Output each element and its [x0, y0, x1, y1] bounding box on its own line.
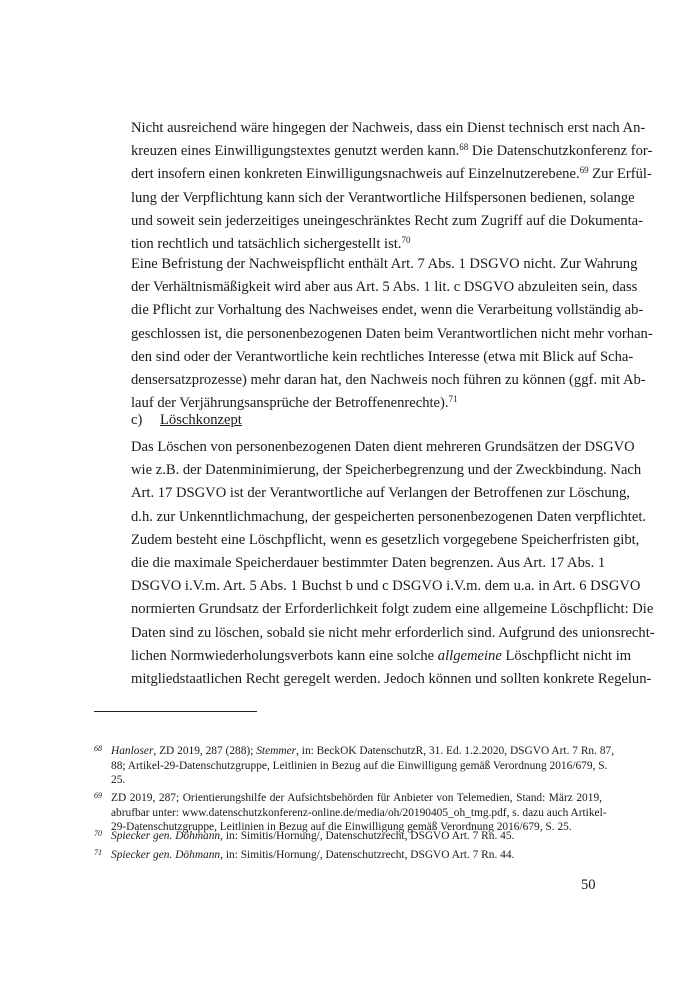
text-line: kreuzen eines Einwilligungstextes genutzt werden kann.$^{68}$ Die Datenschutzkonferenz for-: [131, 142, 653, 160]
paragraph-proof-of-consent: [131, 117, 653, 256]
text-line: normierten Grundsatz der Erforderlichkeit folgt zudem eine allgemeine Löschpflicht: Die: [131, 601, 654, 618]
text-line: Zudem besteht eine Löschpflicht, wenn es gesetzlich vorgegebene Speicherfristen gibt,: [131, 531, 640, 548]
footnote-separator: [94, 711, 257, 712]
footnote-line: 25.: [111, 774, 126, 787]
text-line: den sind oder der Verantwortliche kein rechtliches Interesse (etwa mit Blick auf Scha-: [131, 348, 634, 365]
emphasis-text: allgemeine: [437, 647, 502, 664]
footnote-line: Hanloser, ZD 2019, 287 (288); Stemmer, in: BeckOK DatenschutzR, 31. Ed. 1.2.2020, DSGVO Art. 7 Rn. 87,: [111, 745, 615, 757]
text-line: die Pflicht zur Vorhaltung des Nachweises endet, wenn die Verarbeitung vollständig ab-: [131, 302, 644, 319]
footnote-71: [94, 848, 602, 863]
text-line: Art. 17 DSGVO ist der Verantwortliche auf Verlangen der Betroffenen zur Löschung,: [131, 485, 630, 502]
section-heading: [131, 409, 242, 432]
footnote-ref-69[interactable]: 69: [579, 165, 589, 176]
footnote-line: 88; Artikel-29-Datenschutzgruppe, Leitlinien in Bezug auf die Einwilligung gemäß Verordnung 2016/679, S.: [111, 759, 608, 772]
paragraph-time-limit: [131, 253, 653, 415]
footnote-ref-70[interactable]: 70: [401, 235, 411, 246]
footnote-70: [94, 829, 602, 844]
footnote-line: 29-Datenschutzgruppe, Leitlinien in Bezug auf die Einwilligung gemäß Verordnung 2016/679, S. 25.: [111, 821, 572, 834]
text-line: lung der Verpflichtung kann sich der Verantwortliche Hilfspersonen bedienen, solange: [131, 189, 635, 206]
page-number: 50: [581, 877, 596, 893]
text-line: tion rechtlich und tatsächlich sichergestellt ist.$^{70}$: [131, 235, 411, 253]
section-title: Löschkonzept: [160, 412, 242, 428]
text-line: und soweit sein jederzeitiges uneingeschränktes Recht zum Zugriff auf die Dokumenta-: [131, 212, 643, 229]
text-line: Nicht ausreichend wäre hingegen der Nachweis, dass ein Dienst technisch erst nach An-: [131, 120, 646, 136]
footnote-ref-68[interactable]: 68: [459, 142, 469, 153]
footnote-line: abrufbar unter: www.datenschutzkonferenz-online.de/media/oh/20190405_oh_tmg.pdf, s. dazu auch Artikel-: [111, 806, 607, 819]
text-line: Eine Befristung der Nachweispflicht enthält Art. 7 Abs. 1 DSGVO nicht. Zur Wahrung: [131, 256, 638, 272]
section-number: c): [131, 412, 143, 428]
text-line: lauf der Verjährungsansprüche der Betroffenenrechte).$^{71}$: [131, 394, 458, 412]
text-line: dert insofern einen konkreten Einwilligungsnachweis auf Einzelnutzerebene.$^{69}$ Zur Erfül-: [131, 165, 652, 183]
footnote-number: 68: [94, 744, 102, 753]
footnote-line: Spiecker gen. Döhmann, in: Simitis/Hornung/, Datenschutzrecht, DSGVO Art. 7 Rn. 45.: [111, 830, 515, 842]
footnote-number: 69: [94, 791, 102, 800]
text-line: Das Löschen von personenbezogenen Daten dient mehreren Grundsätzen der DSGVO: [131, 439, 635, 455]
text-line: d.h. zur Unkenntlichmachung, der gespeicherten personenbezogenen Daten verpflichtet.: [131, 508, 647, 525]
footnote-line: Spiecker gen. Döhmann, in: Simitis/Hornung/, Datenschutzrecht, DSGVO Art. 7 Rn. 44.: [111, 849, 515, 861]
paragraph-deletion-concept: [131, 436, 655, 691]
text-line: der Verhältnismäßigkeit wird aber aus Art. 5 Abs. 1 lit. c DSGVO abzuleiten sein, dass: [131, 279, 638, 296]
text-line: die die maximale Speicherdauer bestimmter Daten begrenzen. Aus Art. 17 Abs. 1: [131, 555, 606, 572]
footnote-68: [94, 744, 615, 788]
text-line: lichen Normwiederholungsverbots kann eine solche allgemeine Löschpflicht nicht im: [131, 647, 632, 664]
text-line: wie z.B. der Datenminimierung, der Speicherbegrenzung und der Zweckbindung. Nach: [131, 462, 642, 479]
text-line: geschlossen ist, die personenbezogenen Daten beim Verantwortlichen nicht mehr vorhan-: [131, 325, 653, 342]
text-line: densersatzprozesse) mehr daran hat, den Nachweis noch führen zu können (ggf. mit Ab-: [131, 372, 646, 389]
footnote-ref-71[interactable]: 71: [448, 394, 458, 405]
text-line: Daten sind zu löschen, sobald sie nicht mehr erforderlich sind. Aufgrund des unionsrecht-: [131, 624, 655, 641]
text-line: mitgliedstaatlichen Recht geregelt werden. Jedoch können und sollten konkrete Regelun-: [131, 671, 652, 688]
footnote-number: 71: [94, 848, 102, 857]
text-line: DSGVO i.V.m. Art. 5 Abs. 1 Buchst b und c DSGVO i.V.m. dem u.a. in Art. 6 DSGVO: [131, 578, 641, 595]
footnote-number: 70: [94, 829, 102, 838]
footnote-line: ZD 2019, 287; Orientierungshilfe der Aufsichtsbehörden für Anbieter von Telemedien, Stand: März 2019,: [111, 792, 602, 804]
